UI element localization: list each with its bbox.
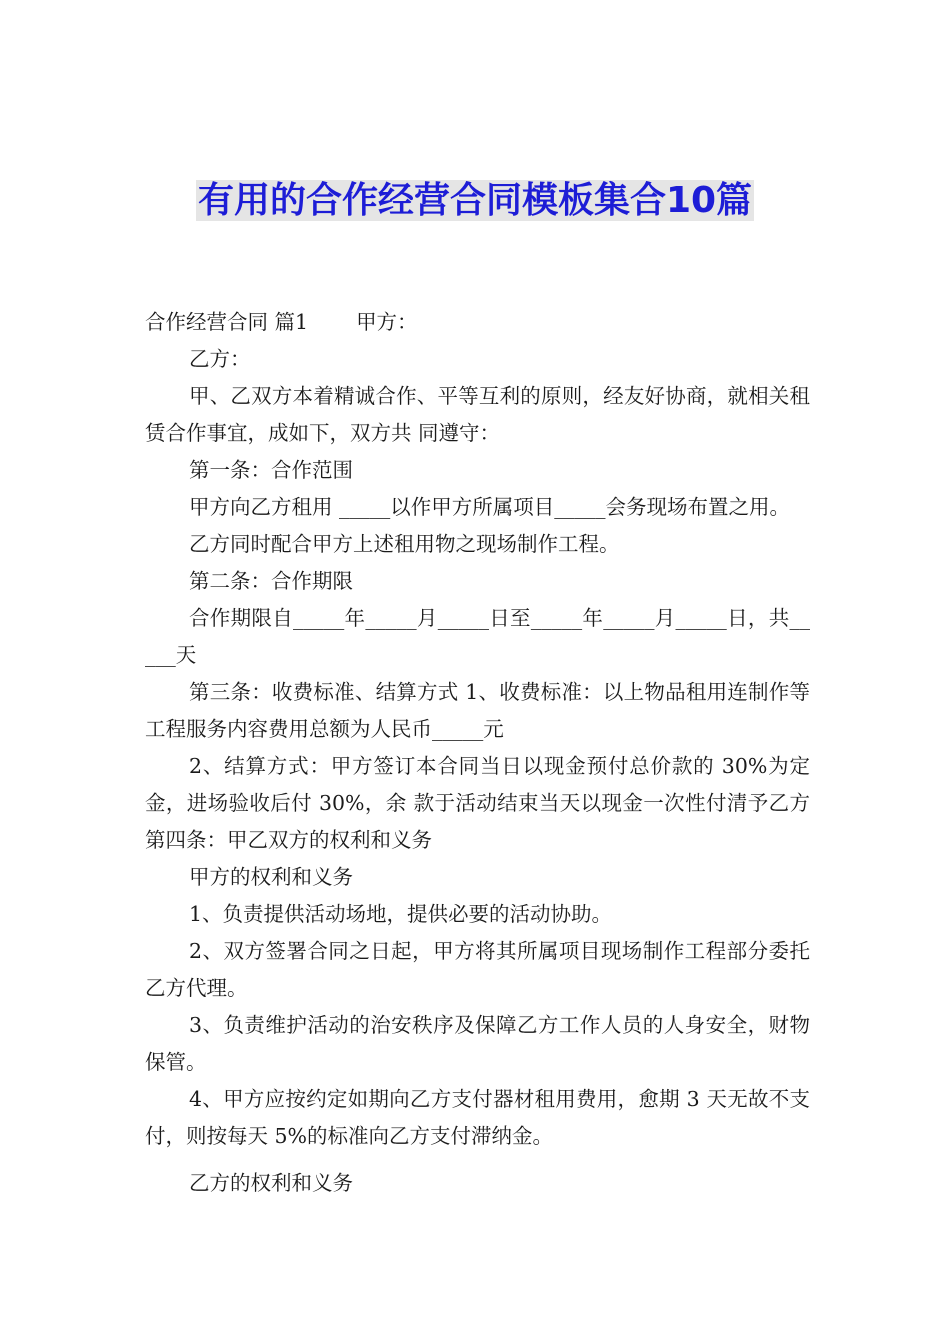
paragraph-party-a-rights: 甲方的权利和义务: [189, 865, 353, 889]
paragraph-preamble: 甲、乙双方本着精诚合作、平等互利的原则，经友好协商，就相关租赁合作事宜，成如下，双方共 同遵守：: [145, 384, 810, 445]
paragraph-party-b-rights: 乙方的权利和义务: [189, 1171, 353, 1195]
document-body: [145, 304, 810, 1202]
paragraph-settlement: 2、结算方式：甲方签订本合同当日以现金预付总价款的 30%为定金，进场验收后付 30%，余 款于活动结束当天以现金一次性付清予乙方第四条：甲乙双方的权利和义务: [145, 754, 810, 852]
party-a-label: 甲方：: [356, 310, 418, 334]
paragraph-party-b: 乙方：: [189, 347, 251, 371]
paragraph-heading: [145, 304, 810, 341]
paragraph-item-3: 3、负责维护活动的治安秩序及保障乙方工作人员的人身安全，财物保管。: [145, 1013, 810, 1074]
paragraph-item-4: 4、甲方应按约定如期向乙方支付器材租用费用，愈期 3 天无故不支付，则按每天 5%的标准向乙方支付滞纳金。: [145, 1087, 810, 1148]
paragraph-rental-scope: 甲方向乙方租用 _____以作甲方所属项目_____会务现场布置之用。: [189, 495, 791, 519]
section-heading: 合作经营合同 篇1: [145, 310, 309, 334]
document-title-text: 有用的合作经营合同模板集合10篇: [197, 180, 753, 221]
paragraph-article-3: 第三条：收费标准、结算方式 1、收费标准：以上物品租用连制作等工程服务内容费用总额为人民币_____元: [145, 680, 810, 741]
paragraph-item-2: 2、双方签署合同之日起，甲方将其所属项目现场制作工程部分委托乙方代理。: [145, 939, 810, 1000]
document-title: [0, 174, 950, 228]
paragraph-item-1: 1、负责提供活动场地，提供必要的活动协助。: [189, 902, 613, 926]
paragraph-article-1: 第一条：合作范围: [189, 458, 353, 482]
paragraph-production-work: 乙方同时配合甲方上述租用物之现场制作工程。: [189, 532, 620, 556]
paragraph-article-2: 第二条：合作期限: [189, 569, 353, 593]
paragraph-term: 合作期限自_____年_____月_____日至_____年_____月_____日，共_____天: [145, 606, 810, 667]
